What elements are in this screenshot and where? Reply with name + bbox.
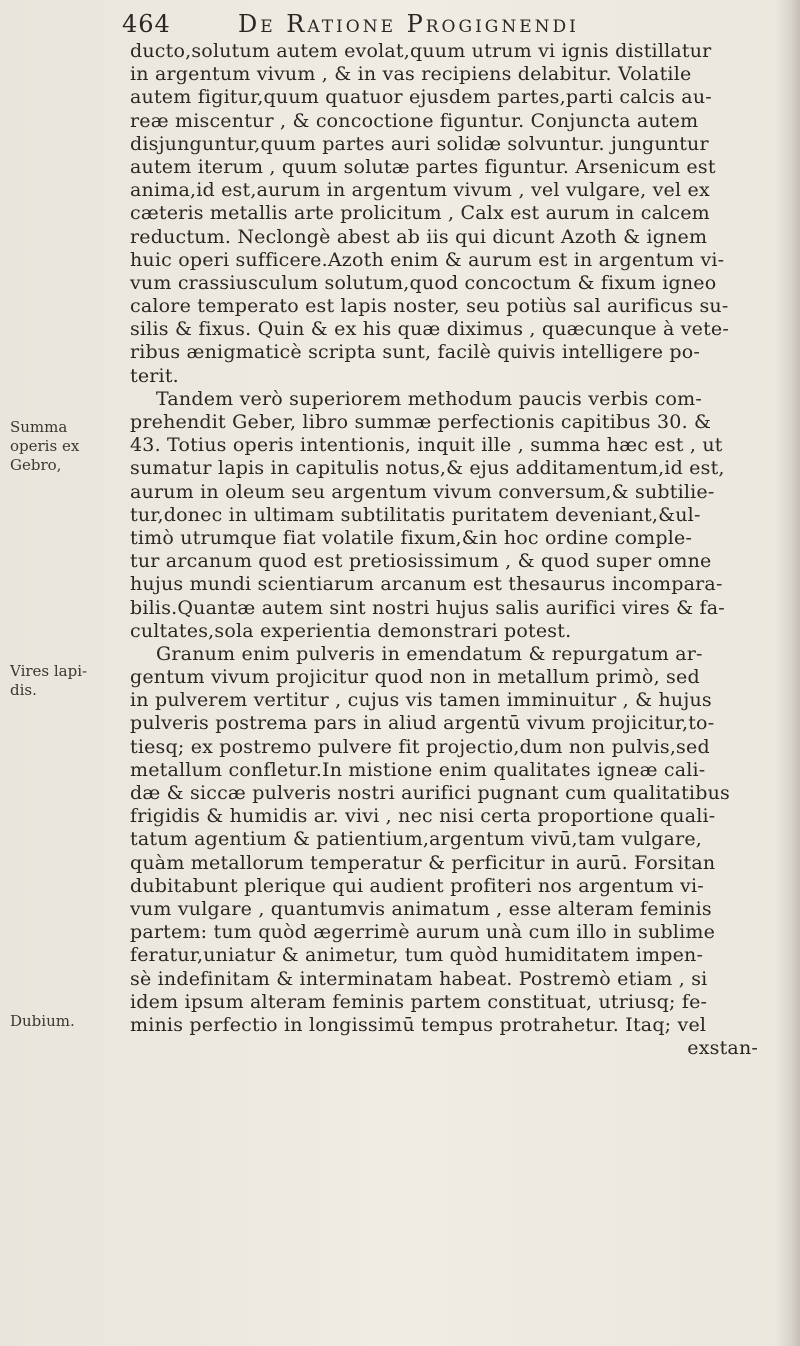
text-line: in pulverem vertitur , cujus vis tamen imminuitur , & hujus xyxy=(130,689,712,712)
margin-note-vires xyxy=(10,662,110,700)
text-line: tatum agentium & patientium,argentum vivū,tam vulgare, xyxy=(130,828,703,851)
text-line: anima,id est,aurum in argentum vivum , vel vulgare, vel ex xyxy=(130,179,710,202)
text-line: ribus ænigmaticè scripta sunt, facilè quivis intelligere po- xyxy=(130,341,701,364)
text-line: silis & fixus. Quin & ex his quæ diximus , quæcunque à vete- xyxy=(130,318,729,341)
text-line: Granum enim pulveris in emendatum & repurgatum ar- xyxy=(156,642,703,665)
text-line: disjunguntur,quum partes auri solidæ solvuntur. junguntur xyxy=(130,132,709,155)
page-number: 464 xyxy=(122,10,171,38)
text-line: huic operi sufficere.Azoth enim & aurum est in argentum vi- xyxy=(130,248,725,271)
text-line: ducto,solutum autem evolat,quum utrum vi ignis distillatur xyxy=(130,40,712,62)
text-line: autem iterum , quum solutæ partes figuntur. Arsenicum est xyxy=(130,155,716,178)
text-line: 43. Totius operis intentionis, inquit ille , summa hæc est , ut xyxy=(130,434,723,457)
text-line: tur,donec in ultimam subtilitatis puritatem deveniant,&ul- xyxy=(130,503,701,526)
text-line: pulveris postrema pars in aliud argentū vivum projicitur,to- xyxy=(130,712,715,735)
text-line: metallum confletur.In mistione enim qualitates igneæ cali- xyxy=(130,758,706,781)
text-line: sè indefinitam & interminatam habeat. Postremò etiam , si xyxy=(130,967,708,990)
text-line: cæteris metallis arte prolicitum , Calx est aurum in calcem xyxy=(130,202,710,225)
text-line: vum crassiusculum solutum,quod concoctum & fixum igneo xyxy=(130,271,717,294)
text-line: gentum vivum projicitur quod non in metallum primò, sed xyxy=(130,666,700,689)
margin-note-line: operis ex xyxy=(10,437,80,455)
text-line: hujus mundi scientiarum arcanum est thesaurus incompara- xyxy=(130,573,723,596)
text-line: frigidis & humidis ar. vivi , nec nisi certa proportione quali- xyxy=(130,805,716,828)
margin-note-line: Dubium. xyxy=(10,1012,75,1030)
margin-note-line: Vires lapi- xyxy=(10,662,88,680)
text-line: reductum. Neclongè abest ab iis qui dicunt Azoth & ignem xyxy=(130,225,708,248)
text-line: partem: tum quòd ægerrimè aurum unà cum illo in sublime xyxy=(130,921,716,944)
text-line: timò utrumque fiat volatile fixum,&in hoc ordine comple- xyxy=(130,526,693,549)
catchword: exstan- xyxy=(687,1037,758,1060)
text-line: Tandem verò superiorem methodum paucis verbis com- xyxy=(156,387,703,410)
text-line: aurum in oleum seu argentum vivum conversum,& subtilie- xyxy=(130,480,715,503)
text-line: cultates,sola experientia demonstrari potest. xyxy=(130,619,572,642)
text-line: vum vulgare , quantumvis animatum , esse alteram feminis xyxy=(130,897,712,920)
margin-note-line: Summa xyxy=(10,418,68,436)
margin-note-summa xyxy=(10,418,110,475)
text-line: quàm metallorum temperatur & perficitur in aurū. Forsitan xyxy=(130,851,716,874)
margin-note-line: Gebro, xyxy=(10,456,62,474)
margin-note-line: dis. xyxy=(10,681,37,699)
page-edge-shadow xyxy=(776,0,800,1346)
text-line: calore temperato est lapis noster, seu potiùs sal aurificus su- xyxy=(130,295,729,318)
text-line: reæ miscentur , & concoctione figuntur. Conjuncta autem xyxy=(130,109,699,132)
text-line: feratur,uniatur & animetur, tum quòd humiditatem impen- xyxy=(130,944,704,967)
text-line: dæ & siccæ pulveris nostri aurifici pugnant cum qualitatibus xyxy=(130,782,730,804)
text-line: tur arcanum quod est pretiosissimum , & quod super omne xyxy=(130,550,712,573)
main-text-block xyxy=(130,40,776,1060)
text-line: bilis.Quantæ autem sint nostri hujus salis aurifici vires & fa- xyxy=(130,596,725,619)
text-line: terit. xyxy=(130,364,179,387)
text-line: dubitabunt plerique qui audient profiteri nos argentum vi- xyxy=(130,874,704,897)
text-line: prehendit Geber, libro summæ perfectionis capitibus 30. & xyxy=(130,411,712,433)
text-line: tiesq; ex postremo pulvere fit projectio,dum non pulvis,sed xyxy=(130,735,710,758)
page-header xyxy=(118,8,778,38)
text-line: minis perfectio in longissimū tempus protrahetur. Itaq; vel xyxy=(130,1013,707,1036)
margin-note-dubium xyxy=(10,1012,110,1031)
text-line: sumatur lapis in capitulis notus,& ejus additamentum,id est, xyxy=(130,457,725,480)
text-line: idem ipsum alteram feminis partem constituat, utriusq; fe- xyxy=(130,990,708,1013)
text-line: autem figitur,quum quatuor ejusdem partes,parti calcis au- xyxy=(130,86,712,109)
running-title: De Ratione Progignendi xyxy=(238,10,579,38)
text-line: in argentum vivum , & in vas recipiens delabitur. Volatile xyxy=(130,63,692,86)
